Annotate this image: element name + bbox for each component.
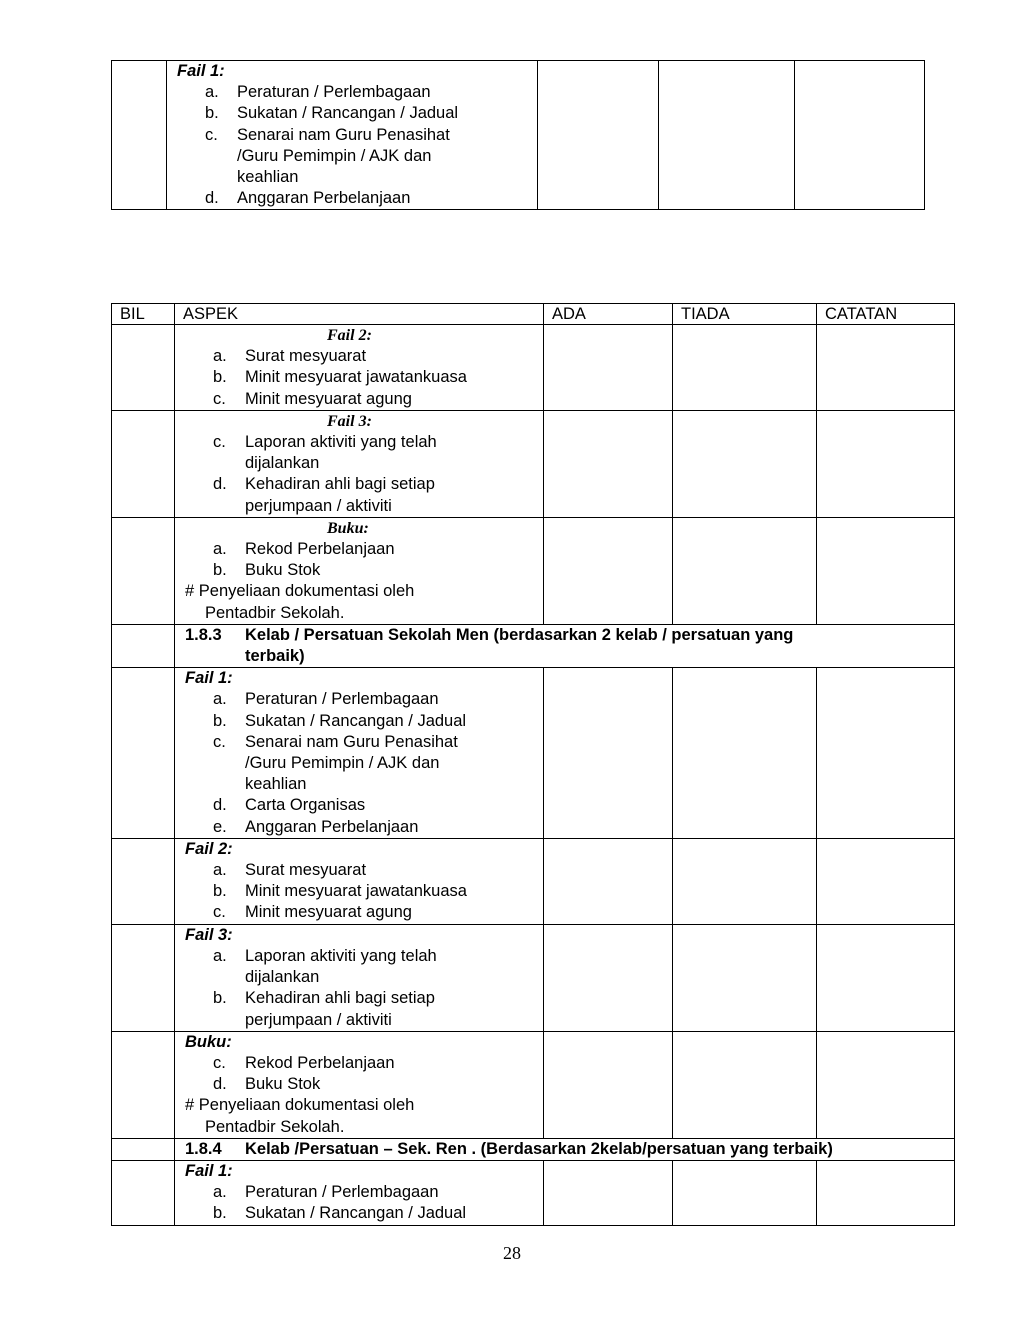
table-row: [112, 61, 925, 210]
aspek-cell: [175, 1160, 544, 1225]
list-item-continuation: [185, 967, 543, 988]
table-row: [112, 668, 955, 839]
list-marker: b.: [213, 711, 227, 730]
list-item: [185, 689, 543, 710]
list-marker: a.: [213, 347, 227, 366]
list-item-continuation: [185, 453, 543, 474]
group-title: Buku:: [327, 519, 369, 537]
list-item: [185, 860, 543, 881]
list-item: [177, 125, 537, 146]
list-item-continuation: [177, 146, 537, 167]
list-marker: b.: [213, 882, 227, 901]
list-item-text: Senarai nam Guru Penasihat: [245, 732, 458, 751]
list-item-text: Surat mesyuarat: [245, 347, 367, 366]
list-item-text: Minit mesyuarat jawatankuasa: [245, 882, 467, 901]
table-header-row: [112, 304, 955, 325]
list-item-text: keahlian: [245, 775, 307, 794]
list-item: [185, 881, 543, 902]
list-item: [185, 795, 543, 816]
list-item: [185, 1203, 543, 1224]
note-text: Pentadbir Sekolah.: [205, 603, 345, 622]
list-item-text: Sukatan / Rancangan / Jadual: [237, 104, 459, 123]
item-list: [185, 689, 543, 837]
list-marker: a.: [205, 83, 219, 102]
list-marker: d.: [213, 1075, 227, 1094]
bil-cell: [112, 61, 167, 210]
list-item-text: Minit mesyuarat jawatankuasa: [245, 368, 467, 387]
list-item-text: Rekod Perbelanjaan: [245, 540, 395, 559]
list-item-text: Peraturan / Perlembagaan: [245, 690, 439, 709]
section-heading-cell: [175, 624, 955, 667]
item-list: [185, 432, 543, 517]
list-marker: d.: [205, 189, 219, 208]
aspek-cell: [175, 517, 544, 624]
list-item: [185, 732, 543, 753]
note-text: # Penyeliaan dokumentasi oleh: [185, 582, 415, 601]
list-item-text: Anggaran Perbelanjaan: [245, 817, 419, 836]
list-item: [185, 346, 543, 367]
list-item: [185, 1053, 543, 1074]
group-title: Fail 1:: [185, 669, 233, 688]
list-item: [185, 474, 543, 495]
list-item-text: Peraturan / Perlembagaan: [245, 1183, 439, 1202]
section-row: [112, 624, 955, 667]
list-item-continuation: [177, 167, 537, 188]
list-item-text: Kehadiran ahli bagi setiap: [245, 989, 435, 1008]
list-item: [177, 82, 537, 103]
list-item-text: dijalankan: [245, 454, 320, 473]
list-item-text: Surat mesyuarat: [245, 861, 367, 880]
header-ada: ADA: [544, 304, 673, 325]
section-heading: [185, 625, 954, 667]
list-item-text: Kehadiran ahli bagi setiap: [245, 475, 435, 494]
list-marker: c.: [213, 732, 226, 751]
group-title: Fail 2:: [185, 839, 233, 858]
list-marker: c.: [213, 389, 226, 408]
list-item-text: /Guru Pemimpin / AJK dan: [237, 146, 432, 165]
section-title-line: Kelab /Persatuan – Sek. Ren . (Berdasarkan 2kelab/persatuan yang terbaik): [245, 1139, 833, 1158]
list-item-continuation: [185, 774, 543, 795]
table-row: [112, 1031, 955, 1138]
list-item-text: dijalankan: [245, 968, 320, 987]
aspek-cell: [175, 1031, 544, 1138]
list-item-continuation: [185, 753, 543, 774]
aspek-cell: [175, 924, 544, 1031]
list-item-text: Laporan aktiviti yang telah: [245, 433, 437, 452]
list-item: [185, 432, 543, 453]
table-row: [112, 1160, 955, 1225]
list-marker: b.: [213, 561, 227, 580]
item-list: [185, 1182, 543, 1224]
list-item-continuation: [185, 496, 543, 517]
list-item-text: Rekod Perbelanjaan: [245, 1053, 395, 1072]
list-marker: b.: [205, 104, 219, 123]
list-item-text: Laporan aktiviti yang telah: [245, 946, 437, 965]
aspek-cell: [167, 61, 538, 210]
list-marker: b.: [213, 368, 227, 387]
list-item: [185, 817, 543, 838]
group-title: Fail 3:: [327, 412, 372, 430]
list-item-text: Carta Organisas: [245, 796, 366, 815]
list-item-text: perjumpaan / aktiviti: [245, 1010, 392, 1029]
list-item-text: perjumpaan / aktiviti: [245, 496, 392, 515]
aspek-cell: [175, 325, 544, 411]
header-aspek: ASPEK: [175, 304, 544, 325]
section-title-line: terbaik): [245, 647, 305, 666]
section-number: 1.8.4: [185, 1139, 222, 1158]
list-item-text: Peraturan / Perlembagaan: [237, 83, 431, 102]
item-list: [185, 346, 543, 410]
catatan-cell: [795, 61, 925, 210]
list-marker: d.: [213, 796, 227, 815]
list-item-text: /Guru Pemimpin / AJK dan: [245, 754, 440, 773]
group-title: Buku:: [185, 1032, 232, 1051]
section-heading: [185, 1139, 954, 1160]
list-marker: c.: [213, 1053, 226, 1072]
list-item-text: Sukatan / Rancangan / Jadual: [245, 1204, 467, 1223]
list-marker: c.: [213, 433, 226, 452]
header-tiada: TIADA: [673, 304, 817, 325]
group-title: Fail 3:: [185, 925, 233, 944]
header-catatan: CATATAN: [817, 304, 955, 325]
page-number: 28: [503, 1243, 521, 1263]
header-bil: BIL: [112, 304, 175, 325]
checklist-table-top: [111, 60, 925, 210]
list-item: [185, 902, 543, 923]
group-title: Fail 1:: [177, 62, 225, 80]
section-row: [112, 1138, 955, 1160]
list-item-text: Senarai nam Guru Penasihat: [237, 125, 450, 144]
table-row: [112, 924, 955, 1031]
table-row: [112, 410, 955, 517]
aspek-cell: [175, 838, 544, 924]
ada-cell: [538, 61, 659, 210]
list-marker: b.: [213, 989, 227, 1008]
item-list: [185, 539, 543, 581]
list-marker: b.: [213, 1204, 227, 1223]
table-row: [112, 517, 955, 624]
group-title: Fail 1:: [185, 1161, 233, 1180]
list-item: [185, 389, 543, 410]
list-item-text: Buku Stok: [245, 561, 321, 580]
list-marker: a.: [213, 690, 227, 709]
list-item-continuation: [185, 1010, 543, 1031]
item-list: [185, 860, 543, 924]
list-item-text: Minit mesyuarat agung: [245, 389, 412, 408]
section-number: 1.8.3: [185, 625, 222, 644]
group-title: Fail 2:: [327, 327, 372, 344]
section-heading-cell: [175, 1138, 955, 1160]
item-list: [185, 1053, 543, 1095]
list-item: [177, 103, 537, 124]
item-list: [185, 946, 543, 1031]
list-item: [185, 946, 543, 967]
aspek-cell: [175, 668, 544, 839]
list-item: [185, 560, 543, 581]
note-text: Pentadbir Sekolah.: [205, 1117, 345, 1136]
list-item-text: Buku Stok: [245, 1075, 321, 1094]
list-item: [185, 367, 543, 388]
list-item-text: Minit mesyuarat agung: [245, 903, 412, 922]
table-row: [112, 325, 955, 411]
list-marker: a.: [213, 1183, 227, 1202]
list-marker: a.: [213, 861, 227, 880]
note-text: # Penyeliaan dokumentasi oleh: [185, 1096, 415, 1115]
list-marker: c.: [205, 125, 218, 144]
list-marker: c.: [213, 903, 226, 922]
list-marker: d.: [213, 475, 227, 494]
list-item: [185, 988, 543, 1009]
list-item: [185, 1074, 543, 1095]
checklist-table-main: [111, 303, 955, 1226]
table-row: [112, 838, 955, 924]
tiada-cell: [659, 61, 795, 210]
list-item-text: Sukatan / Rancangan / Jadual: [245, 711, 467, 730]
aspek-cell: [175, 410, 544, 517]
list-item: [185, 1182, 543, 1203]
list-item: [185, 539, 543, 560]
section-title-line: Kelab / Persatuan Sekolah Men (berdasarkan 2 kelab / persatuan yang: [245, 625, 794, 644]
item-list: [177, 82, 537, 209]
list-marker: e.: [213, 817, 227, 836]
list-marker: a.: [213, 540, 227, 559]
list-item-text: Anggaran Perbelanjaan: [237, 189, 411, 208]
list-item-text: keahlian: [237, 168, 299, 187]
list-item: [185, 711, 543, 732]
list-marker: a.: [213, 946, 227, 965]
list-item: [177, 188, 537, 209]
